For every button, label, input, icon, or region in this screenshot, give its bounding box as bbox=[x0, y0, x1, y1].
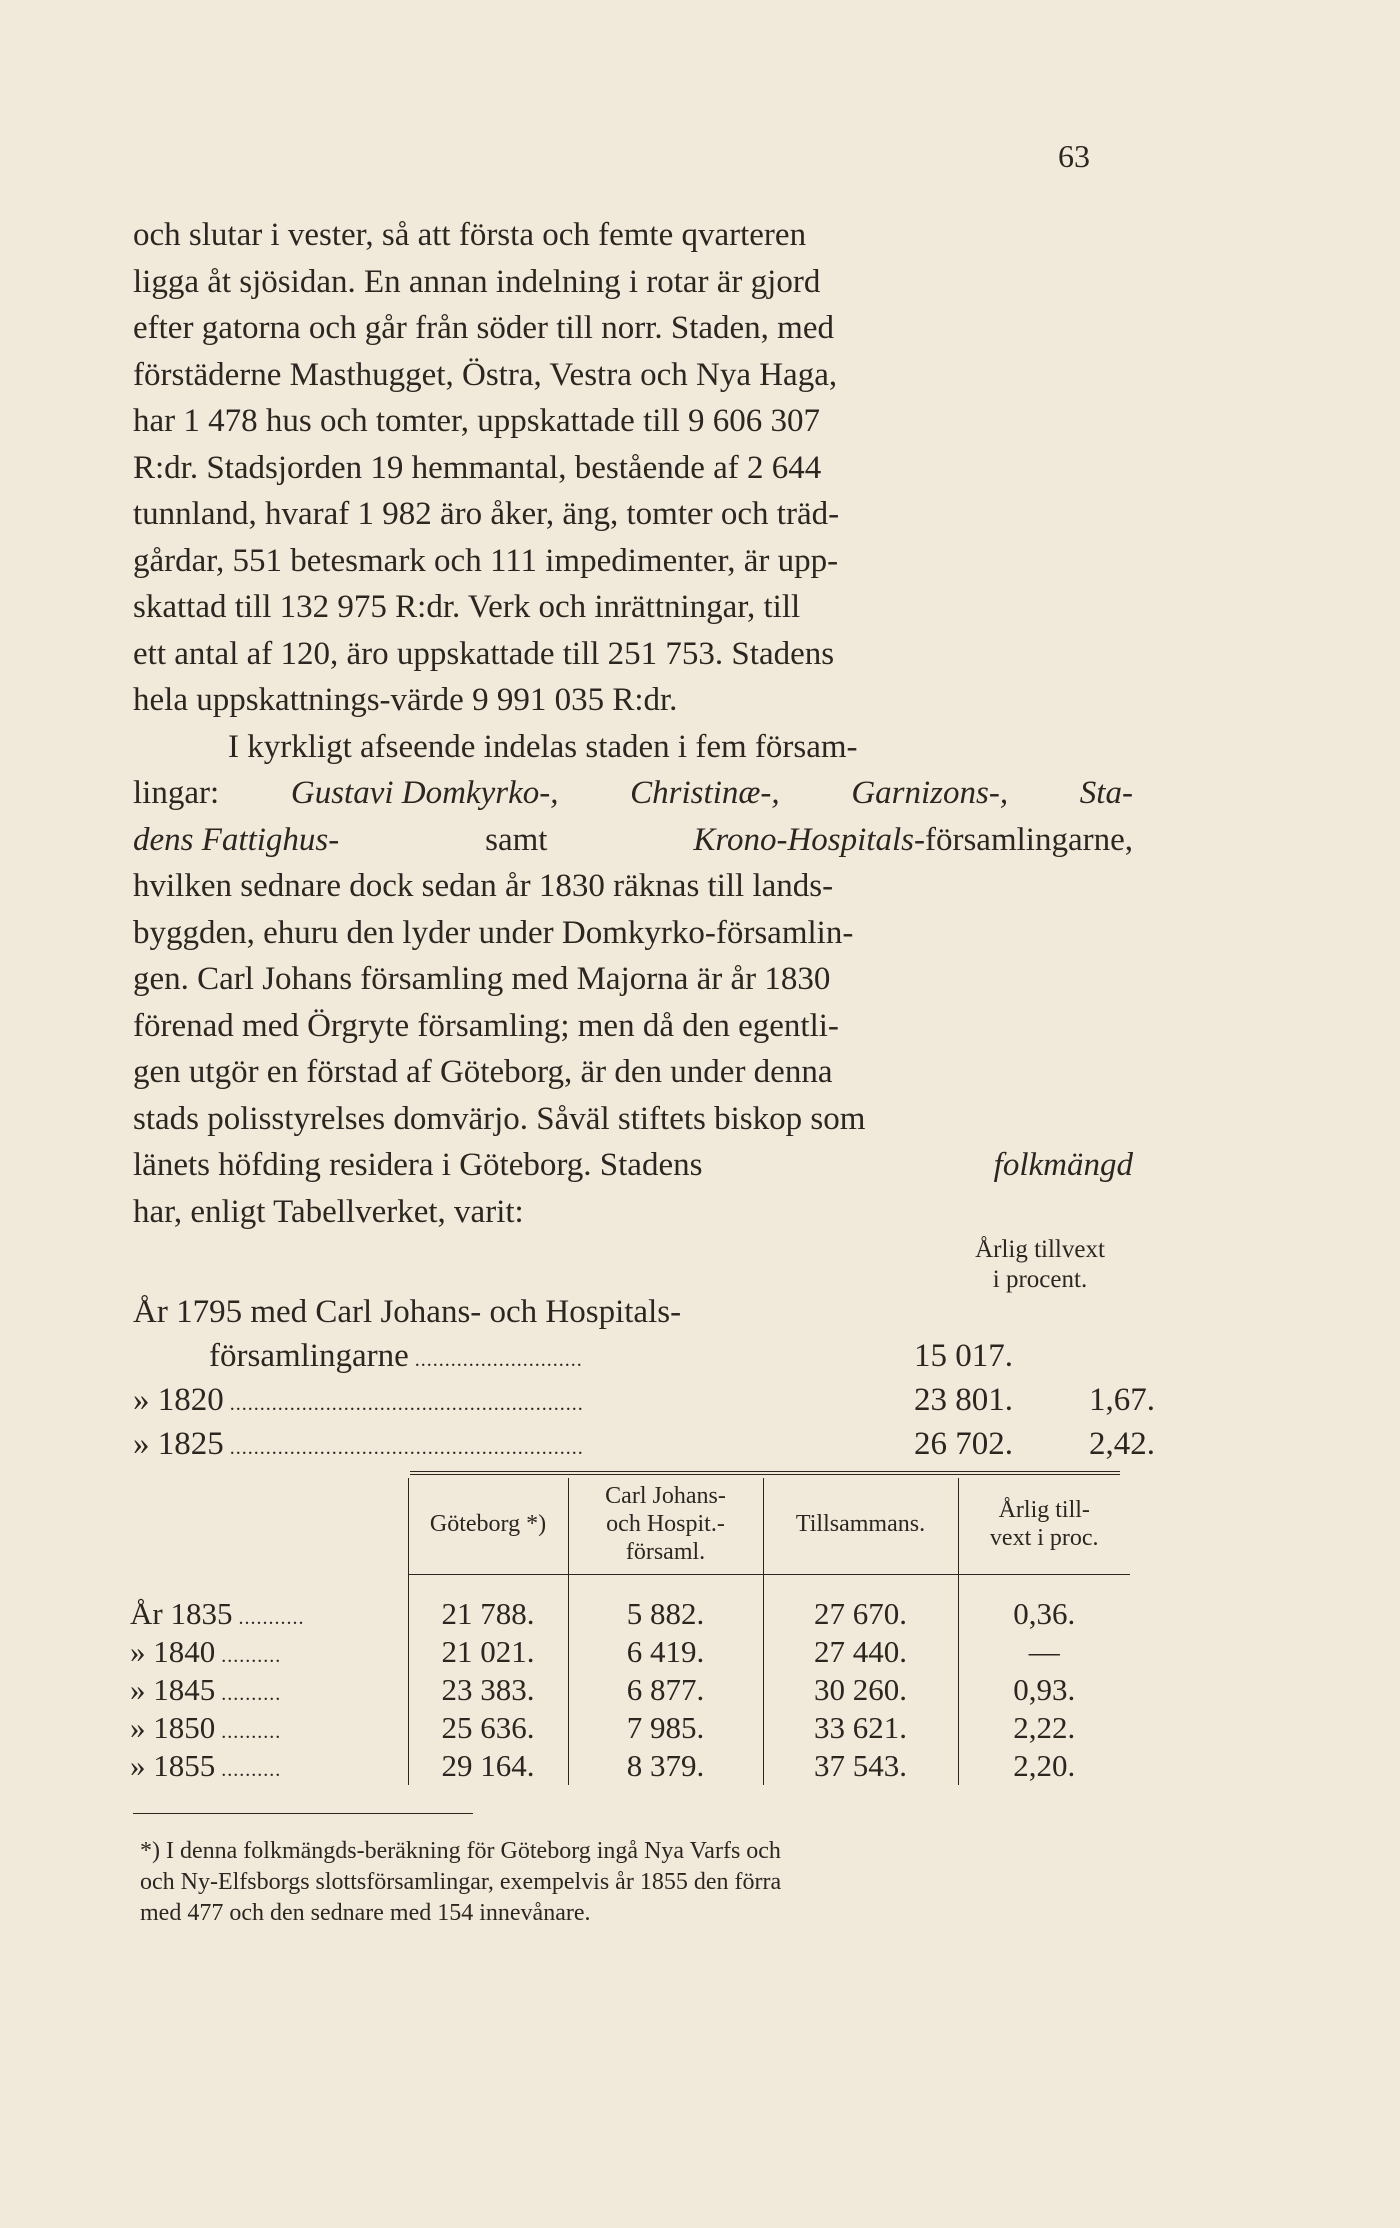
header-line: Årlig tillvext bbox=[975, 1236, 1105, 1263]
text-fragment: samt bbox=[485, 821, 548, 858]
total-cell: 33 621. bbox=[763, 1709, 958, 1747]
year-text: » 1850 bbox=[130, 1710, 216, 1745]
parish-name: dens Fattighus- bbox=[133, 821, 340, 858]
text-line: hela uppskattnings-värde 9 991 035 R:dr. bbox=[133, 682, 678, 718]
text-line: förenad med Örgryte församling; men då den egentli- bbox=[133, 1007, 839, 1044]
year-text: » 1855 bbox=[130, 1748, 216, 1783]
footnote-line: *) I denna folkmängds-beräkning för Göteborg ingå Nya Varfs och bbox=[140, 1838, 781, 1864]
text-fragment bbox=[693, 817, 1133, 864]
text-line: stads polisstyrelses domvärjo. Såväl stiftets biskop som bbox=[133, 1100, 866, 1137]
row-label bbox=[209, 1334, 583, 1382]
header-tillsammans: Tillsammans. bbox=[763, 1478, 958, 1575]
header-line: och Hospit.- bbox=[606, 1511, 725, 1537]
carl-johans-cell: 6 877. bbox=[568, 1671, 763, 1709]
header-line: Årlig till- bbox=[998, 1497, 1090, 1523]
text-fragment: -församlingarne, bbox=[913, 821, 1133, 858]
year-cell bbox=[130, 1575, 408, 1634]
total-cell: 27 440. bbox=[763, 1633, 958, 1671]
table-row bbox=[130, 1575, 1130, 1634]
population-value: 23 801. bbox=[914, 1382, 1013, 1418]
text-line: gårdar, 551 betesmark och 111 impedimenter, är upp- bbox=[133, 542, 839, 579]
text-line: och slutar i vester, så att första och femte qvarteren bbox=[133, 217, 807, 253]
text-line: skattad till 132 975 R:dr. Verk och inrättningar, till bbox=[133, 589, 801, 625]
goteborg-cell: 29 164. bbox=[408, 1747, 568, 1785]
goteborg-cell: 25 636. bbox=[408, 1709, 568, 1747]
growth-cell: 2,20. bbox=[958, 1747, 1130, 1785]
header-line: församl. bbox=[625, 1539, 706, 1565]
text-line: förstäderne Masthugget, Östra, Vestra och Nya Haga, bbox=[133, 356, 838, 393]
carl-johans-cell: 8 379. bbox=[568, 1747, 763, 1785]
year-cell bbox=[130, 1633, 408, 1671]
text-fragment: länets höfding residera i Göteborg. Stadens bbox=[133, 1147, 703, 1183]
text-line: gen utgör en förstad af Göteborg, är den under denna bbox=[133, 1054, 833, 1090]
text-line bbox=[133, 770, 1133, 817]
year-text: » 1840 bbox=[130, 1634, 216, 1669]
text-line: har 1 478 hus och tomter, uppskattade till 9 606 307 bbox=[133, 403, 820, 439]
growth-value: 2,42. bbox=[1089, 1426, 1155, 1462]
text-line bbox=[133, 1142, 1133, 1189]
table-row bbox=[130, 1709, 1130, 1747]
goteborg-cell: 21 788. bbox=[408, 1575, 568, 1634]
footnote-line: med 477 och den sednare med 154 innevånare. bbox=[140, 1900, 591, 1926]
growth-cell: 0,36. bbox=[958, 1575, 1130, 1634]
total-cell: 30 260. bbox=[763, 1671, 958, 1709]
table-row bbox=[130, 1747, 1130, 1785]
text-line: ligga åt sjösidan. En annan indelning i rotar är gjord bbox=[133, 263, 821, 300]
text-line: R:dr. Stadsjorden 19 hemmantal, bestående af 2 644 bbox=[133, 449, 822, 486]
year-text: » 1845 bbox=[130, 1672, 216, 1707]
parish-name: Sta- bbox=[1079, 775, 1133, 811]
header-line: Carl Johans- bbox=[605, 1483, 726, 1509]
leader-dots: .......... bbox=[215, 1683, 282, 1705]
header-line: i procent. bbox=[992, 1266, 1088, 1293]
population-value: 15 017. bbox=[914, 1338, 1013, 1374]
population-value: 26 702. bbox=[914, 1426, 1013, 1462]
row-label bbox=[133, 1422, 584, 1470]
header-blank bbox=[130, 1478, 408, 1575]
growth-value: 1,67. bbox=[1089, 1382, 1155, 1418]
label-text: församlingarne bbox=[209, 1338, 409, 1374]
population-table bbox=[130, 1478, 1130, 1785]
footnote bbox=[140, 1836, 1130, 1929]
year-text: År 1835 bbox=[130, 1595, 233, 1631]
population-row bbox=[133, 1422, 1155, 1466]
main-text bbox=[133, 212, 1133, 1235]
parish-name: Christinæ-, bbox=[630, 775, 780, 811]
population-row bbox=[133, 1378, 1155, 1422]
carl-johans-cell: 7 985. bbox=[568, 1709, 763, 1747]
text-line bbox=[133, 817, 1133, 864]
population-row bbox=[133, 1290, 1093, 1334]
text-line: hvilken sednare dock sedan år 1830 räknas till lands- bbox=[133, 868, 834, 904]
header-line: vext i proc. bbox=[989, 1525, 1099, 1551]
header-growth bbox=[958, 1478, 1130, 1575]
text-line: tunnland, hvaraf 1 982 äro åker, äng, tomter och träd- bbox=[133, 496, 840, 532]
text-line: I kyrkligt afseende indelas staden i fem försam- bbox=[228, 728, 858, 765]
text-line: byggden, ehuru den lyder under Domkyrko-församlin- bbox=[133, 914, 854, 951]
label-text: » 1820 bbox=[133, 1382, 224, 1418]
leader-dots: .......... bbox=[215, 1721, 282, 1743]
row-label bbox=[133, 1378, 584, 1426]
parish-name: Krono-Hospitals bbox=[693, 821, 914, 858]
year-cell bbox=[130, 1671, 408, 1709]
parish-name: Gustavi Domkyrko-, bbox=[290, 775, 559, 811]
growth-cell: 2,22. bbox=[958, 1709, 1130, 1747]
carl-johans-cell: 5 882. bbox=[568, 1575, 763, 1634]
leader-dots: ........................................................... bbox=[223, 1393, 584, 1415]
text-fragment: lingar: bbox=[133, 775, 220, 811]
page-number: 63 bbox=[1058, 138, 1090, 174]
text-line: ett antal af 120, äro uppskattade till 251 753. Stadens bbox=[133, 635, 835, 672]
year-cell bbox=[130, 1709, 408, 1747]
footnote-rule bbox=[133, 1813, 473, 1814]
growth-column-header bbox=[940, 1235, 1140, 1295]
header-carl-johans bbox=[568, 1478, 763, 1575]
goteborg-cell: 21 021. bbox=[408, 1633, 568, 1671]
text-line: gen. Carl Johans församling med Majorna är år 1830 bbox=[133, 961, 831, 997]
total-cell: 37 543. bbox=[763, 1747, 958, 1785]
emphasis: folkmängd bbox=[993, 1147, 1133, 1183]
leader-dots: .......... bbox=[215, 1759, 282, 1781]
table-row bbox=[130, 1671, 1130, 1709]
label-text: » 1825 bbox=[133, 1426, 224, 1462]
text-line: har, enligt Tabellverket, varit: bbox=[133, 1193, 524, 1230]
growth-cell: 0,93. bbox=[958, 1671, 1130, 1709]
footnote-line: och Ny-Elfsborgs slottsförsamlingar, exempelvis år 1855 den förra bbox=[140, 1869, 782, 1895]
table-top-rule bbox=[410, 1471, 1120, 1475]
header-goteborg: Göteborg *) bbox=[408, 1478, 568, 1575]
leader-dots: ........................................................... bbox=[223, 1437, 584, 1459]
text-line: efter gatorna och går från söder till norr. Staden, med bbox=[133, 310, 834, 346]
leader-dots: .......... bbox=[215, 1645, 282, 1667]
table-header-row bbox=[130, 1478, 1130, 1575]
table-row bbox=[130, 1633, 1130, 1671]
population-row bbox=[133, 1334, 1093, 1378]
total-cell: 27 670. bbox=[763, 1575, 958, 1634]
leader-dots: ........... bbox=[232, 1606, 305, 1629]
row-label: År 1795 med Carl Johans- och Hospitals- bbox=[133, 1294, 682, 1330]
growth-cell: — bbox=[958, 1633, 1130, 1671]
early-population-list bbox=[133, 1290, 1155, 1466]
parish-name: Garnizons-, bbox=[851, 775, 1009, 811]
leader-dots: ............................ bbox=[408, 1349, 583, 1371]
goteborg-cell: 23 383. bbox=[408, 1671, 568, 1709]
carl-johans-cell: 6 419. bbox=[568, 1633, 763, 1671]
year-cell bbox=[130, 1747, 408, 1785]
